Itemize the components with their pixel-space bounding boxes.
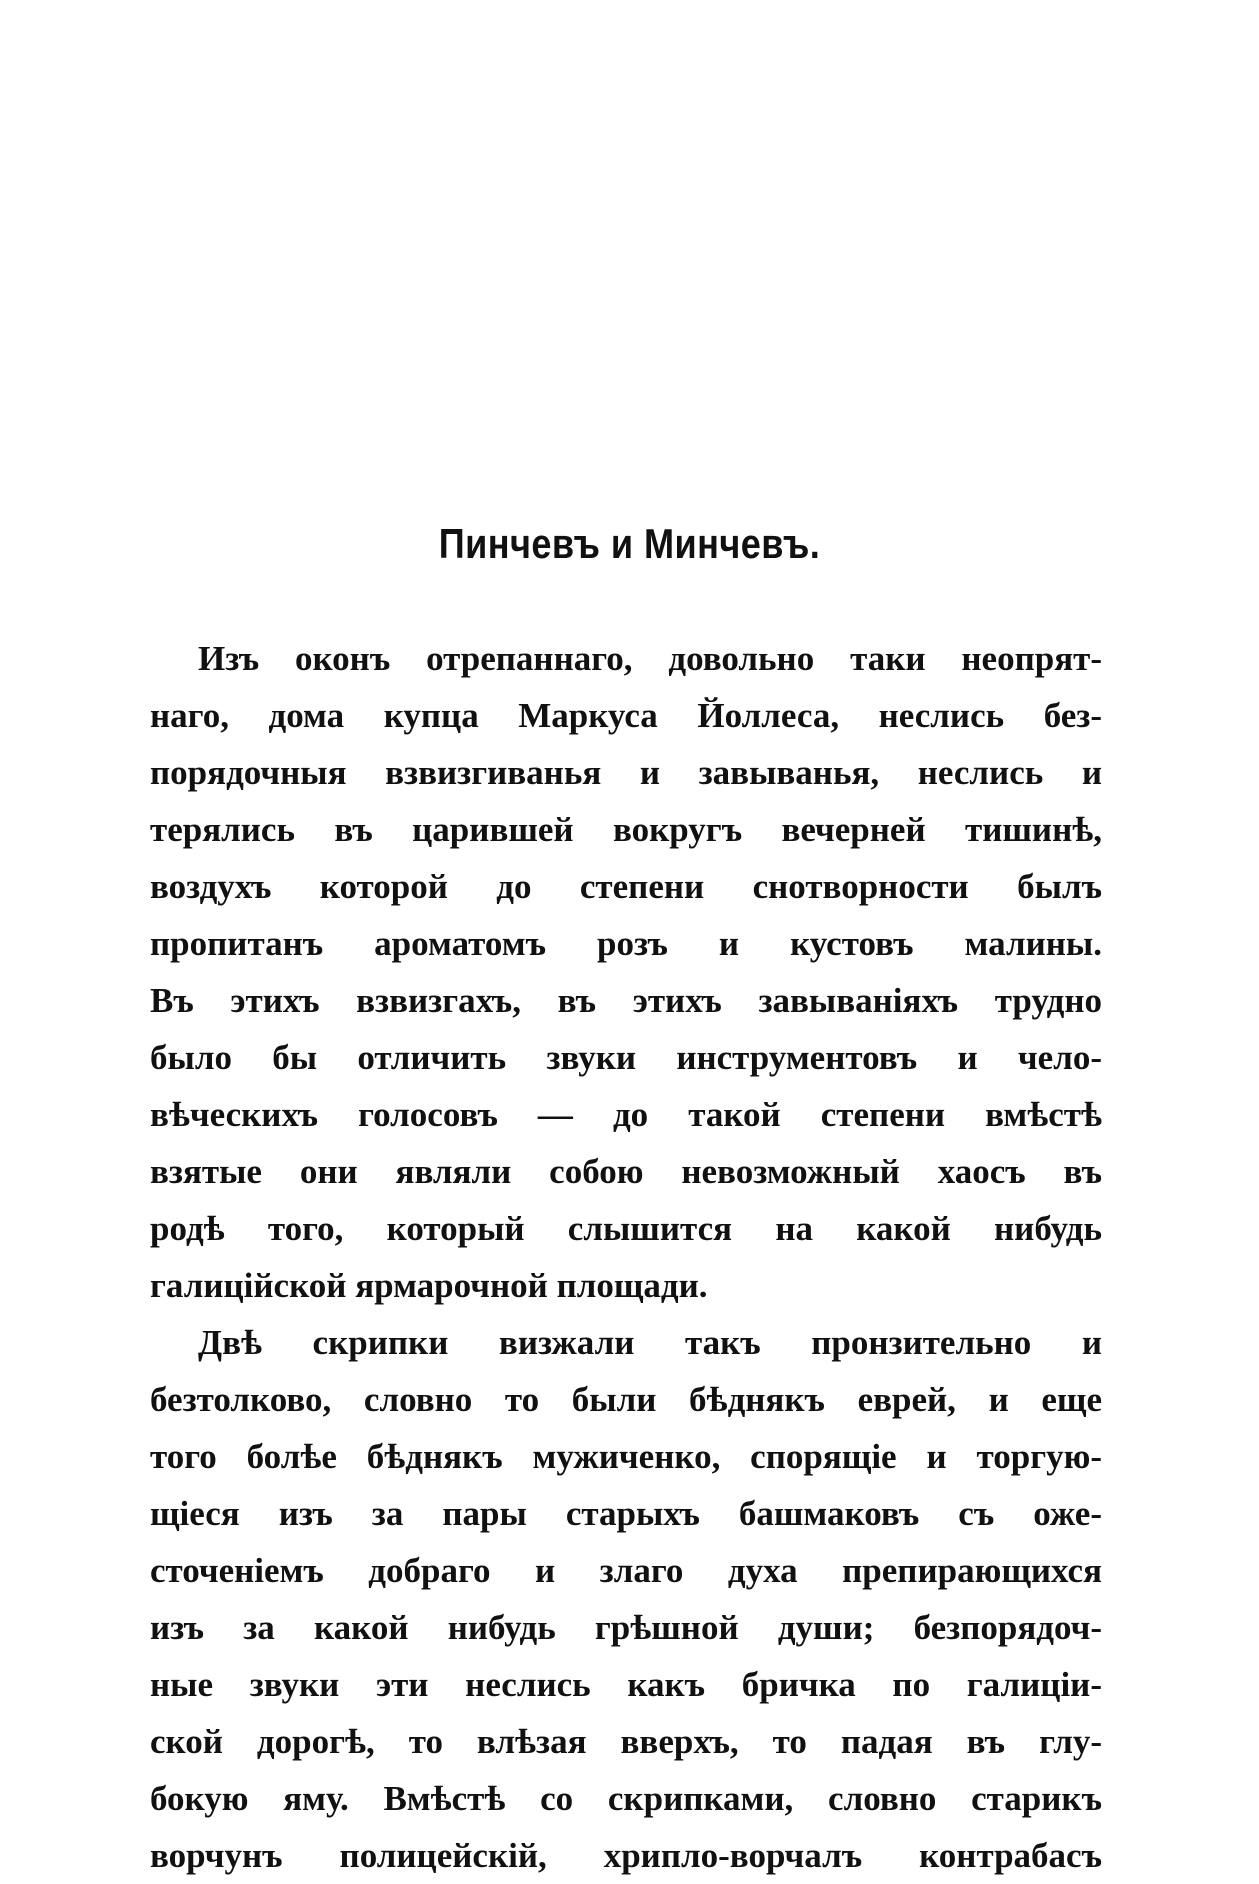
text-line: порядочныя взвизгиванья и завыванья, неслись и <box>150 753 1102 792</box>
text-line: галицiйской ярмарочной площади. <box>150 1266 708 1305</box>
text-line: Изъ оконъ отрепаннаго, довольно таки неопрят- <box>198 639 1102 678</box>
text-line: изъ за какой нибудь грѣшной души; безпорядоч- <box>150 1608 1102 1647</box>
text-line: того болѣе бѣднякъ мужиченко, спорящіе и торгую- <box>150 1437 1102 1476</box>
text-line: воздухъ которой до степени снотворности былъ <box>150 867 1102 906</box>
text-line: безтолково, словно то были бѣднякъ еврей, и еще <box>150 1380 1102 1419</box>
text-line: ворчунъ полицейскій, хрипло-ворчалъ контрабасъ <box>150 1836 1102 1875</box>
text-line: ные звуки эти неслись какъ бричка по галиціи- <box>150 1665 1102 1704</box>
text-line: взятые они являли собою невозможный хаосъ въ <box>150 1152 1102 1191</box>
text-line: сточеніемъ добраго и злаго духа препирающихся <box>150 1551 1102 1590</box>
text-line: Въ этихъ взвизгахъ, въ этихъ завываніяхъ трудно <box>150 981 1102 1020</box>
text-line: Двѣ скрипки визжали такъ пронзительно и <box>198 1323 1102 1362</box>
body-text <box>150 630 1102 1884</box>
text-line: ской дорогѣ, то влѣзая вверхъ, то падая въ глу- <box>150 1722 1102 1761</box>
text-line: бокую яму. Вмѣстѣ со скрипками, словно старикъ <box>150 1779 1102 1818</box>
text-line: вѣческихъ голосовъ — до такой степени вмѣстѣ <box>150 1095 1102 1134</box>
text-line: щіеся изъ за пары старыхъ башмаковъ съ оже- <box>150 1494 1102 1533</box>
text-line: родѣ того, который слышится на какой нибудь <box>150 1209 1102 1248</box>
text-line: пропитанъ ароматомъ розъ и кустовъ малины. <box>150 924 1102 963</box>
text-line: наго, дома купца Маркуса Йоллеса, неслись без- <box>150 696 1102 735</box>
text-line: было бы отличить звуки инструментовъ и чело- <box>150 1038 1102 1077</box>
text-line: терялись въ царившей вокругъ вечерней тишинѣ, <box>150 810 1102 849</box>
chapter-title: Пинчевъ и Минчевъ. <box>438 520 821 567</box>
